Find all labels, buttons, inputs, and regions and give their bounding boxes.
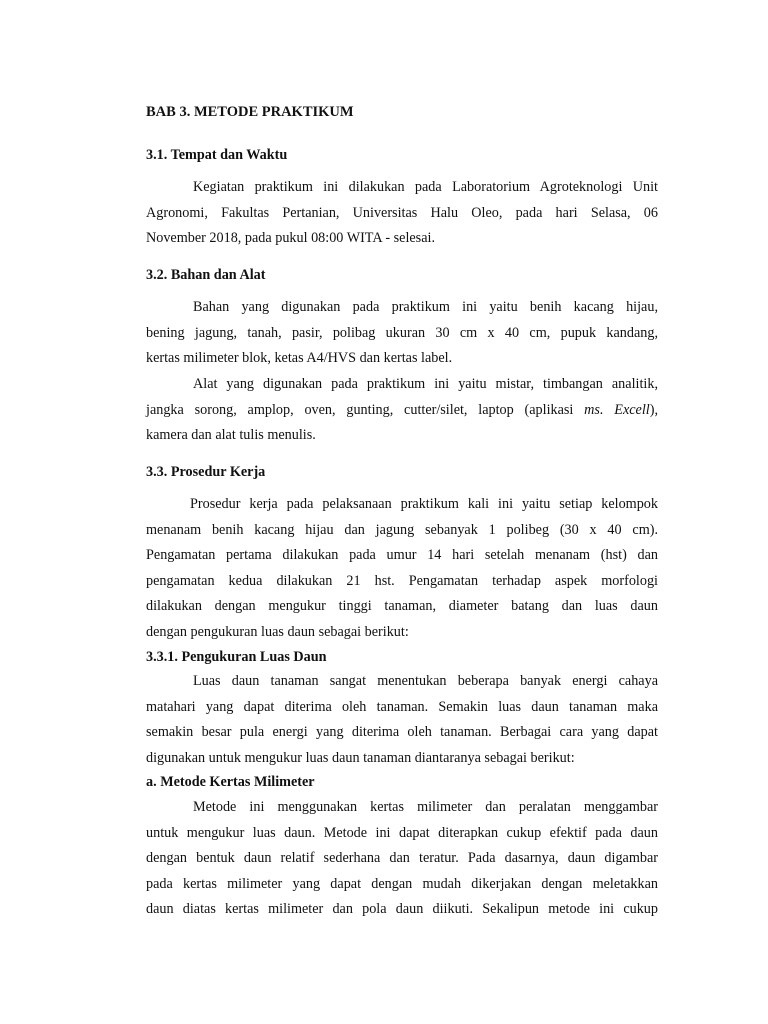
text-line: kamera dan alat tulis menulis. bbox=[146, 427, 316, 443]
text-line: semakin besar pula energi yang diterima oleh tanaman. Berbagai cara yang dapat bbox=[146, 724, 658, 740]
text-line: Kegiatan praktikum ini dilakukan pada Laboratorium Agroteknologi Unit bbox=[193, 179, 658, 195]
section-heading-3-3: 3.3. Prosedur Kerja bbox=[146, 464, 266, 480]
text-line: November 2018, pada pukul 08:00 WITA - selesai. bbox=[146, 230, 435, 246]
text-line: dengan bentuk daun relatif sederhana dan teratur. Pada dasarnya, daun digambar bbox=[146, 850, 658, 866]
text-run: jangka sorong, amplop, oven, gunting, cutter/silet, laptop (aplikasi bbox=[146, 401, 585, 418]
text-line: dengan pengukuran luas daun sebagai berikut: bbox=[146, 623, 409, 640]
text-line: Bahan yang digunakan pada praktikum ini yaitu benih kacang hijau, bbox=[193, 299, 658, 315]
paragraph-alat bbox=[146, 372, 658, 449]
method-heading-a: a. Metode Kertas Milimeter bbox=[146, 774, 315, 790]
text-line: Alat yang digunakan pada praktikum ini yaitu mistar, timbangan analitik, bbox=[193, 376, 658, 392]
text-line: Luas daun tanaman sangat menentukan beberapa banyak energi cahaya bbox=[193, 673, 658, 689]
text-line: bening jagung, tanah, pasir, polibag ukuran 30 cm x 40 cm, pupuk kandang, bbox=[146, 324, 658, 341]
text-run: ), bbox=[649, 401, 658, 418]
paragraph-bahan bbox=[146, 295, 658, 372]
section-heading-3-1: 3.1. Tempat dan Waktu bbox=[146, 147, 288, 163]
text-line: matahari yang dapat diterima oleh tanaman. Semakin luas daun tanaman maka bbox=[146, 698, 658, 715]
text-line: kertas milimeter blok, ketas A4/HVS dan kertas label. bbox=[146, 350, 453, 366]
paragraph-luas-daun bbox=[146, 669, 658, 771]
text-line: dilakukan dengan mengukur tinggi tanaman, diameter batang dan luas daun bbox=[146, 598, 658, 614]
text-line: Pengamatan pertama dilakukan pada umur 14 hari setelah menanam (hst) dan bbox=[146, 547, 658, 563]
section-heading-3-2: 3.2. Bahan dan Alat bbox=[146, 267, 266, 283]
text-line: Metode ini menggunakan kertas milimeter dan peralatan menggambar bbox=[193, 799, 658, 815]
text-line: daun diatas kertas milimeter dan pola daun diikuti. Sekalipun metode ini cukup bbox=[146, 901, 658, 917]
text-line: Agronomi, Fakultas Pertanian, Universitas Halu Oleo, pada hari Selasa, 06 bbox=[146, 204, 658, 221]
text-line: Prosedur kerja pada pelaksanaan praktikum kali ini yaitu setiap kelompok bbox=[190, 496, 658, 512]
text-line: pengamatan kedua dilakukan 21 hst. Pengamatan terhadap aspek morfologi bbox=[146, 572, 658, 589]
subsection-heading-3-3-1: 3.3.1. Pengukuran Luas Daun bbox=[146, 649, 327, 665]
text-line-with-italic bbox=[146, 398, 658, 424]
text-line: pada kertas milimeter yang dapat dengan mudah dikerjakan dengan meletakkan bbox=[146, 875, 658, 892]
chapter-title: BAB 3. METODE PRAKTIKUM bbox=[146, 104, 354, 120]
paragraph-kertas-milimeter bbox=[146, 795, 658, 923]
italic-app-name: ms. Excell bbox=[584, 401, 650, 418]
text-line: menanam benih kacang hijau dan jagung sebanyak 1 polibeg (30 x 40 cm). bbox=[146, 521, 658, 538]
text-line: digunakan untuk mengukur luas daun tanaman diantaranya sebagai berikut: bbox=[146, 749, 575, 766]
paragraph-tempat-waktu bbox=[146, 175, 658, 252]
paragraph-prosedur bbox=[146, 492, 658, 645]
text-line: untuk mengukur luas daun. Metode ini dapat diterapkan cukup efektif pada daun bbox=[146, 824, 658, 841]
